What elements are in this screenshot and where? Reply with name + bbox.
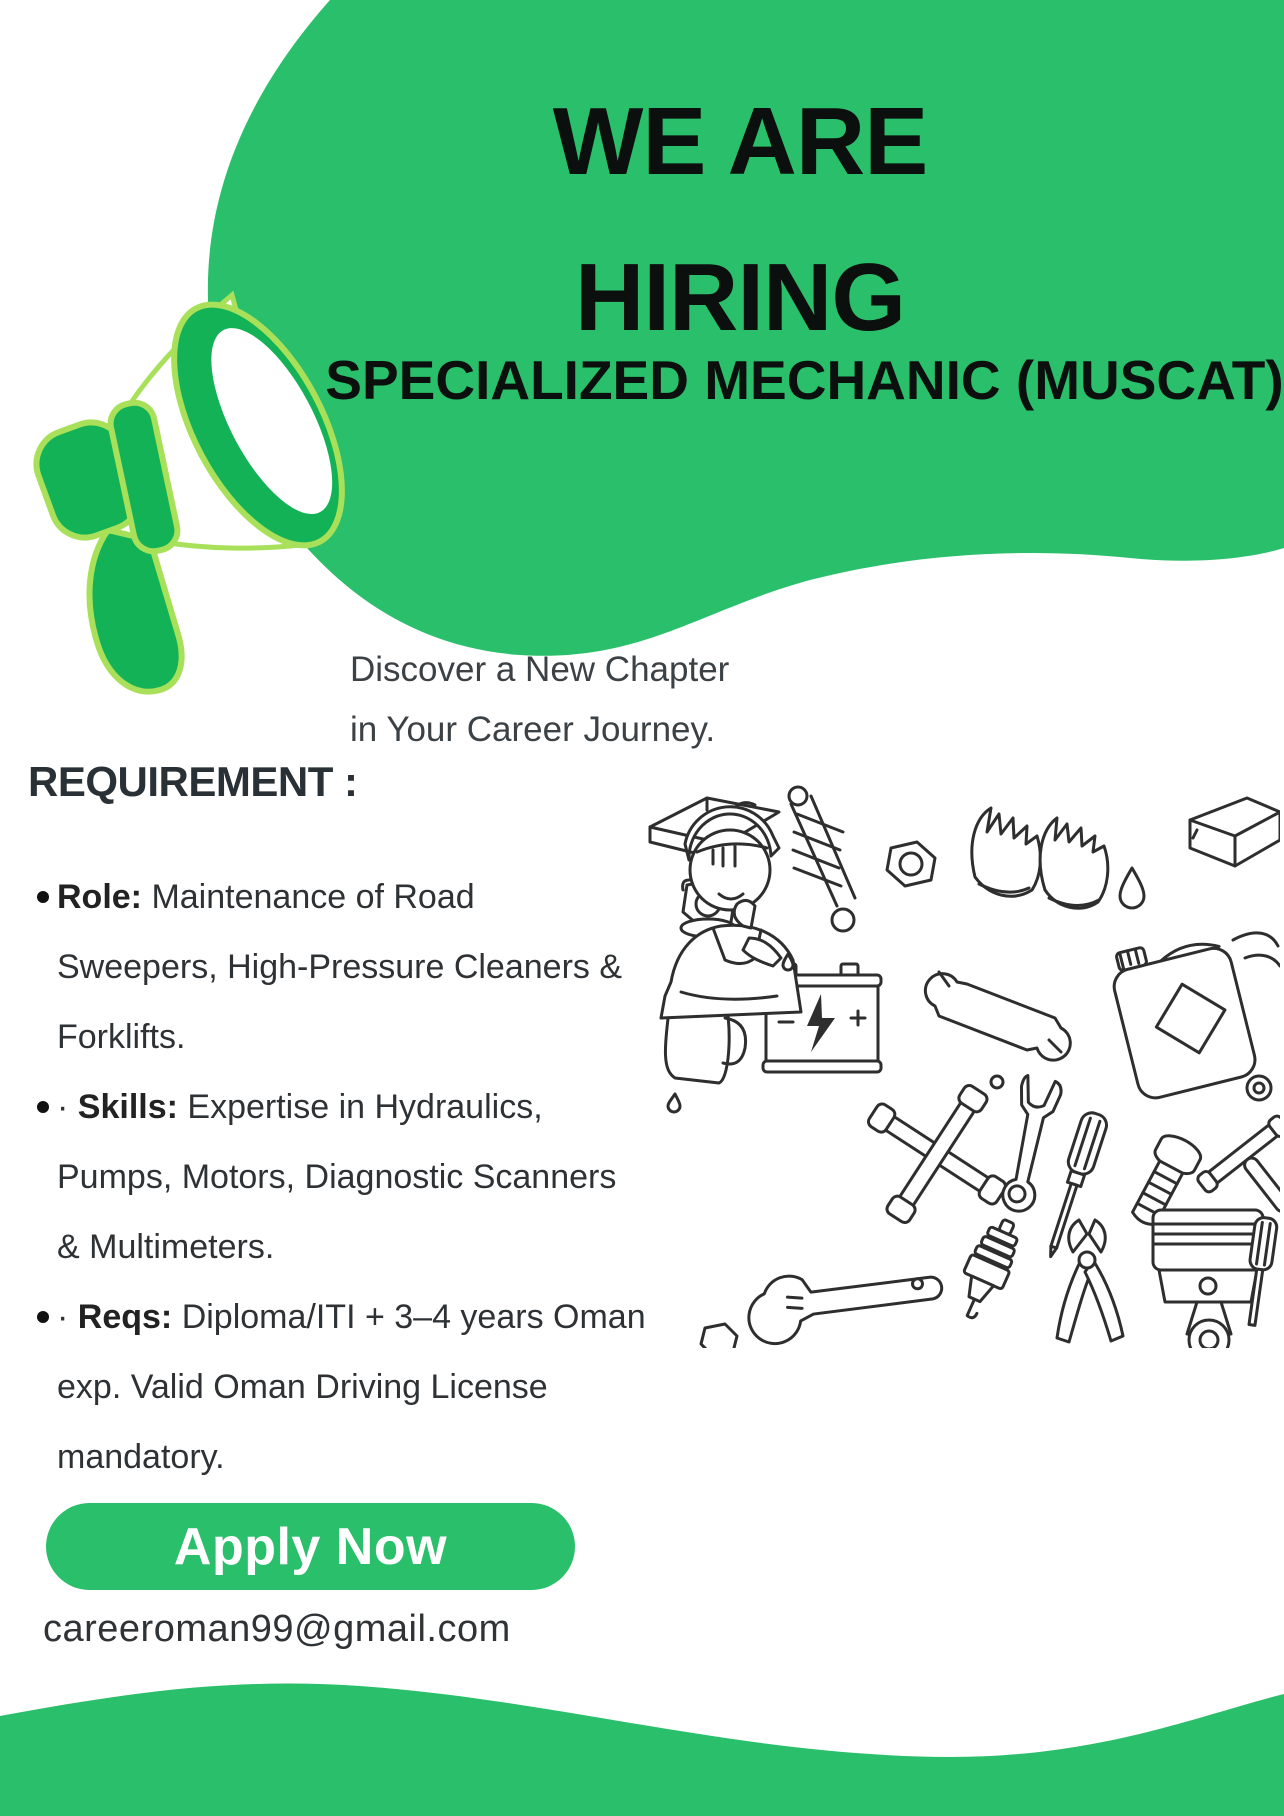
requirement-text: mandatory.	[57, 1438, 225, 1476]
requirement-text: Diploma/ITI + 3–4 years Oman	[172, 1298, 646, 1336]
tools-illustration	[645, 782, 1280, 1348]
adjustable-wrench-doodle	[741, 1245, 946, 1348]
piston-doodle	[1153, 1210, 1263, 1348]
bullet-prefix: ·	[57, 1088, 78, 1126]
oil-can-doodle	[1233, 933, 1280, 966]
tagline	[350, 640, 729, 760]
requirement-label: Skills:	[77, 1088, 178, 1126]
pliers-doodle	[1057, 1220, 1123, 1342]
apply-now-button[interactable]: Apply Now	[46, 1503, 575, 1590]
requirement-text: & Multimeters.	[57, 1228, 275, 1266]
contact-email: careeroman99@gmail.com	[43, 1608, 511, 1650]
spanner-doodle	[996, 1075, 1063, 1215]
page-title	[440, 64, 1040, 376]
requirement-text: Maintenance of Road	[142, 878, 475, 916]
spark-plug-doodle	[948, 1213, 1028, 1325]
tagline-line-1: Discover a New Chapter	[350, 650, 730, 689]
title-line-2: HIRING	[575, 244, 905, 351]
box-doodle	[1190, 798, 1280, 866]
requirement-heading: REQUIREMENT :	[28, 758, 358, 805]
wrench-doodle	[925, 972, 1070, 1060]
hex-nut-doodle	[887, 842, 935, 886]
requirement-label: Role:	[57, 878, 142, 916]
bottom-wave-shape	[0, 1684, 1284, 1816]
requirement-text: exp. Valid Oman Driving License	[57, 1368, 548, 1406]
requirement-list	[0, 862, 700, 1492]
requirement-text: Pumps, Motors, Diagnostic Scanners	[57, 1158, 617, 1196]
spring-doodle	[789, 787, 855, 931]
washer-doodle	[1247, 1076, 1271, 1100]
title-line-1: WE ARE	[552, 88, 928, 195]
requirement-label: Reqs:	[77, 1298, 173, 1336]
nut-small-doodle	[701, 1324, 737, 1348]
requirement-text: Expertise in Hydraulics,	[177, 1088, 543, 1126]
droplet-doodle	[1120, 868, 1144, 908]
requirement-item-role	[0, 862, 700, 1072]
requirement-text: Forklifts.	[57, 1018, 186, 1056]
tagline-line-2: in Your Career Journey.	[350, 710, 716, 749]
bullet-prefix: ·	[57, 1298, 78, 1336]
requirement-text: Sweepers, High-Pressure Cleaners &	[57, 948, 623, 986]
jerry-can-doodle	[1106, 927, 1259, 1102]
gloves-doodle	[972, 808, 1108, 908]
dot-doodle	[991, 1076, 1003, 1088]
job-title: SPECIALIZED MECHANIC (MUSCAT)	[325, 349, 1284, 411]
requirement-item-reqs	[0, 1282, 700, 1492]
requirement-item-skills	[0, 1072, 700, 1282]
